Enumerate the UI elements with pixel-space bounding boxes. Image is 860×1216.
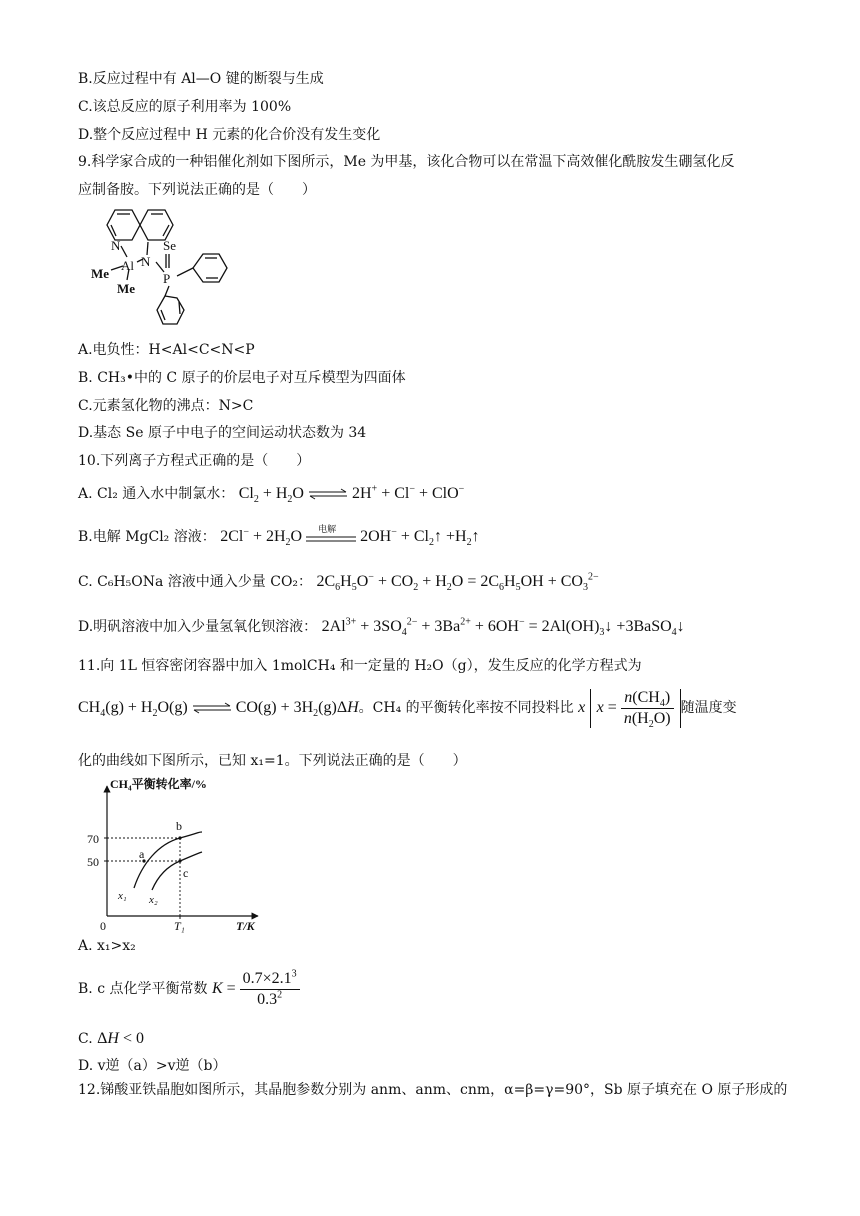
point-b <box>178 836 181 839</box>
q9-stem-line2: 应制备胺。下列说法正确的是（ ） <box>78 182 316 198</box>
q11-stem-line3: 化的曲线如下图所示，已知 x₁=1。下列说法正确的是（ ） <box>78 753 467 769</box>
series-label-x2: x₂ <box>149 894 158 906</box>
q10-option-c-equation: $2C_6H_5O^- + CO_2 + H_2O = 2C_6H_5OH + CO_3^{2-}$ <box>316 571 599 594</box>
point-label-c: c <box>183 866 189 880</box>
q11-option-b-text: B. c 点化学平衡常数 <box>78 981 208 997</box>
q11-stem-line1: 11.向 1L 恒容密闭容器中加入 1molCH₄ 和一定量的 H₂O（g），发生反应的化学方程式为 <box>78 658 642 674</box>
equilibrium-arrow-icon <box>308 488 348 500</box>
q9-stem-line1: 9.科学家合成的一种铝催化剂如下图所示，Me 为甲基，该化合物可以在常温下高效催化酰胺发生硼氢化反 <box>78 154 735 170</box>
q11-option-c-expression: ΔH < 0 <box>97 1030 145 1047</box>
y-tick-label-50: 50 <box>87 855 99 869</box>
struct-se: Se <box>163 238 176 253</box>
q11-option-c-text: C. <box>78 1031 98 1047</box>
catalyst-structure <box>85 200 245 335</box>
q11-option-d: D. v逆（a）>v逆（b） <box>78 1058 227 1074</box>
q11-stem-line2 <box>78 686 737 730</box>
q10-option-d <box>78 616 685 639</box>
series-line-x2 <box>152 852 202 890</box>
q11-option-c <box>78 1030 144 1048</box>
y-axis-label: CH₄平衡转化率/% <box>110 777 207 791</box>
q9-option-b: B. CH₃•中的 C 原子的价层电子对互斥模型为四面体 <box>78 370 406 386</box>
q11-ratio-fraction: $\frac{n(CH_4)}{n(H_2O)}$ <box>621 689 674 728</box>
q10-option-b-condition: 电解 <box>318 524 337 535</box>
q9-option-c: C.元素氢化物的沸点：N>C <box>78 398 254 414</box>
q9-option-a: A.电负性：H<Al<C<N<P <box>78 342 255 358</box>
equilibrium-arrow-icon <box>192 702 232 714</box>
q11-option-b <box>78 967 300 1011</box>
equals-sign-icon <box>306 535 356 543</box>
q8-option-c: C.该总反应的原子利用率为 100% <box>78 99 292 115</box>
q11-ratio-bracket: x = $\frac{n(CH_4)}{n(H_2O)}$ <box>590 689 681 728</box>
q10-stem: 10.下列离子方程式正确的是（ ） <box>78 453 311 469</box>
q10-option-c <box>78 571 599 594</box>
q10-option-c-text: C. C₆H₅ONa 溶液中通入少量 CO₂： <box>78 574 313 590</box>
origin-label: 0 <box>100 919 106 933</box>
q8-option-d: D.整个反应过程中 H 元素的化合价没有发生变化 <box>78 127 381 143</box>
q10-option-b <box>78 524 480 549</box>
q11-ratio-x: x <box>578 699 586 716</box>
q10-option-b-equation: $2Cl^- + 2H_2O$ 电解 $2OH^- + Cl_2↑$ $+H_2↑$ <box>220 528 479 545</box>
x-axis-label: T/K <box>236 919 255 933</box>
struct-p: P <box>163 271 171 286</box>
q10-option-a-equation: $Cl_2 + H_2O$ 2H+ + Cl− + ClO− <box>238 483 465 506</box>
struct-me-bottom: Me <box>117 281 136 296</box>
q12-stem: 12.锑酸亚铁晶胞如图所示，其晶胞参数分别为 anm、anm、cnm，α=β=γ=90°，Sb 原子填充在 O 原子形成的 <box>78 1082 788 1098</box>
x-tick-label-t1: T₁ <box>174 919 185 933</box>
q10-option-d-equation: $2Al^{3+} + 3SO_4^{2-} + 3Ba^{2+} + 6OH^-$ = $2Al(OH)_3↓$ +3BaSO$_4$↓ <box>321 616 685 639</box>
struct-n-ring: N <box>111 238 121 253</box>
struct-al: Al <box>121 258 134 273</box>
q10-option-b-text: B.电解 MgCl₂ 溶液： <box>78 529 216 545</box>
q11-tail-text: 随温度变 <box>680 700 737 716</box>
q11-mid-text: 。CH₄ 的平衡转化率按不同投料比 <box>358 700 574 716</box>
y-tick-label-70: 70 <box>87 832 99 846</box>
q11-option-a: A. x₁>x₂ <box>78 938 136 954</box>
q11-option-b-expression: K = $\frac{0.7\times 2.1^3}{0.3^2}$ <box>212 980 300 997</box>
q11-reaction-equation: $CH_4(g) + H_2O(g) CO(g) + 3H_2(g)\Delta H$ <box>78 699 359 720</box>
struct-n-amide: N <box>141 254 151 269</box>
point-label-a: a <box>139 847 145 861</box>
q9-option-d: D.基态 Se 原子中电子的空间运动状态数为 34 <box>78 425 367 441</box>
point-c <box>178 859 181 862</box>
q10-option-a-text: A. Cl₂ 通入水中制氯水： <box>78 486 235 502</box>
conversion-chart <box>80 772 270 934</box>
series-label-x1: x₁ <box>118 890 127 902</box>
q10-option-d-text: D.明矾溶液中加入少量氢氧化钡溶液： <box>78 619 318 635</box>
q8-option-b: B.反应过程中有 Al—O 键的断裂与生成 <box>78 71 324 87</box>
point-label-b: b <box>176 819 182 833</box>
struct-me-left: Me <box>91 266 110 281</box>
q10-option-a <box>78 483 465 506</box>
